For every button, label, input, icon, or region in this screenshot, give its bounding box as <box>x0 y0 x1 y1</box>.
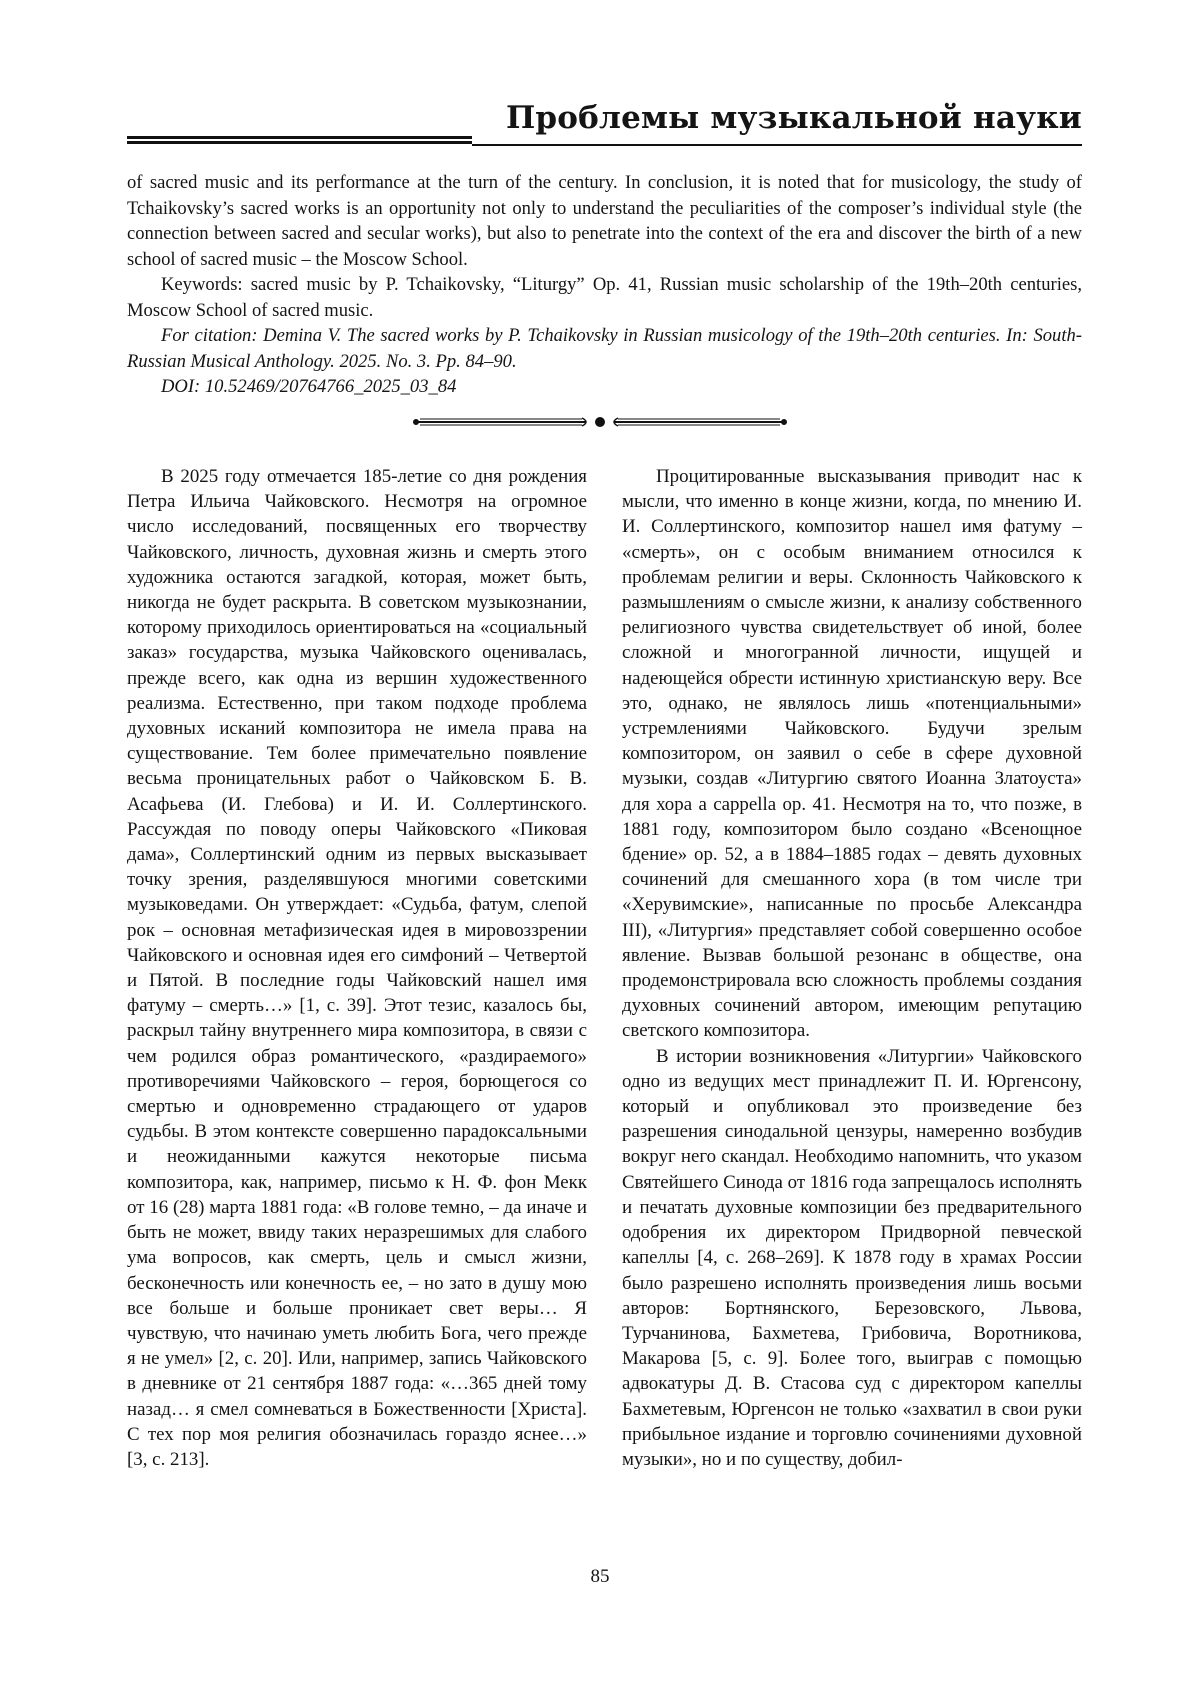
header-rule-thick-top <box>127 136 472 139</box>
header-rule-thick-bottom <box>127 141 472 144</box>
body-paragraph: В истории возникновения «Литургии» Чайковского одно из ведущих мест принадлежит П. И. Юргенсону, который и опубликовал это произведение без разрешения синодальной цензуры, намеренно возбудив вокруг него скандал. Необходимо напомнить, что указом Святейшего Синода от 1816 года запрещалось исполнять и печатать духовные композиции без предварительного одобрения их директором Придворной певческой капеллы [4, с. 268–269]. К 1878 году в храмах России было разрешено исполнять произведения лишь восьми авторов: Бортнянского, Березовского, Львова, Турчанинова, Бахметева, Грибовича, Воротникова, Макарова [5, с. 9]. Более того, выиграв с помощью адвокатуры Д. В. Стасова суд с директором капеллы Бахметевым, Юргенсон не только «захватил в свои руки прибыльное издание и торговлю сочинениями духовной музыки», но и по существу, добил- <box>622 1045 1082 1470</box>
header-rule-thin <box>472 144 1082 146</box>
section-divider-ornament <box>410 414 790 430</box>
journal-title: Проблемы музыкальной науки <box>505 100 1082 136</box>
body-paragraph: В 2025 году отмечается 185-летие со дня рождения Петра Ильича Чайковского. Несмотря на огромное число исследований, посвященных его творчеству Чайковского, личность, духовная жизнь и смерть этого художника остаются загадкой, которая, может быть, никогда не будет раскрыта. В советском музыкознании, которому приходилось ориентироваться на «социальный заказ» государства, музыка Чайковского оценивалась, прежде всего, как одна из вершин художественного реализма. Естественно, при таком подходе проблема духовных исканий композитора не имела права на существование. Тем более примечательно появление весьма проницательных работ о Чайковском Б. В. Асафьева (И. Глебова) и И. И. Соллертинского. Рассуждая по поводу оперы Чайковского «Пиковая дама», Соллертинский одним из первых высказывает точку зрения, разделявшуюся многими советскими музыковедами. Он утверждает: «Судьба, фатум, слепой рок – основная метафизическая идея в мировоззрении Чайковского и основная идея его симфоний – Четвертой и Пятой. В последние годы Чайковский нашел имя фатуму – смерть…» [1, с. 39]. Этот тезис, казалось бы, раскрыл тайну внутреннего мира композитора, в связи с чем родился образ романтического, «раздираемого» противоречиями Чайковского – героя, борющегося со смертью и одновременно страдающего от ударов судьбы. В этом контексте совершенно парадоксальными и неожиданными кажутся некоторые письма композитора, как, например, письмо к Н. Ф. фон Мекк от 16 (28) марта 1881 года: «В голове темно, – да иначе и быть не может, ввиду таких неразрешимых для слабого ума вопросов, как смерть, цель и смысл жизни, бесконечность или конечность ее, – но зато в душу мою все больше и больше проникает свет веры… Я чувствую, что начинаю уметь любить Бога, чего прежде я не умел» [2, с. 20]. Или, например, запись Чайковского в дневнике от 21 сентября 1887 года: «…365 дней тому назад… я смел сомневаться в Божественности [Христа]. С тех пор моя религия обозначилась гораздо яснее…» [3, с. 213]. <box>127 466 587 1470</box>
keywords: Keywords: sacred music by P. Tchaikovsky, “Liturgy” Op. 41, Russian music scholarship of the 19th–20th centuries, Moscow School of sacred music. <box>127 274 1082 321</box>
body-paragraph: Процитированные высказывания приводит нас к мысли, что именно в конце жизни, когда, по мнению И. И. Соллертинского, композитор нашел имя фатуму – «смерть», он с особым вниманием относился к проблемам религии и веры. Склонность Чайковского к размышлениям о смысле жизни, к анализу собственного религиозного чувства свидетельствует об иной, более сложной и многогранной личности, ищущей и надеющейся обрести истинную христианскую веру. Все это, однако, не являлось лишь «потенциальными» устремлениями Чайковского. Будучи зрелым композитором, он заявил о себе в сфере духовной музыки, создав «Литургию святого Иоанна Златоуста» для хора a cappella ор. 41. Несмотря на то, что позже, в 1881 году, композитором было создано «Всенощное бдение» ор. 52, а в 1884–1885 годах – девять духовных сочинений для смешанного хора (в том числе три «Херувимские», написанные по просьбе Александра III), «Литургия» представляет собой совершенно особое явление. Вызвав большой резонанс в обществе, она продемонстрировала всю сложность проблемы создания духовных сочинений автором, имеющим репутацию светского композитора. <box>622 466 1082 1042</box>
doi: DOI: 10.52469/20764766_2025_03_84 <box>161 376 457 397</box>
abstract-block <box>127 170 1082 400</box>
page-number: 85 <box>590 1566 610 1587</box>
citation: For citation: Demina V. The sacred works by P. Tchaikovsky in Russian musicology of the 19th–20th centuries. In: South-Russian Musical Anthology. 2025. No. 3. Pp. 84–90. <box>127 325 1082 372</box>
abstract-continuation: of sacred music and its performance at the turn of the century. In conclusion, it is noted that for musicology, the study of Tchaikovsky’s sacred works is an opportunity not only to understand the peculiarities of the composer’s individual style (the connection between sacred and secular works), but also to penetrate into the context of the era and discover the birth of a new school of sacred music – the Moscow School. <box>127 172 1082 270</box>
body-column-left <box>127 464 587 1472</box>
body-column-right <box>622 464 1082 1472</box>
